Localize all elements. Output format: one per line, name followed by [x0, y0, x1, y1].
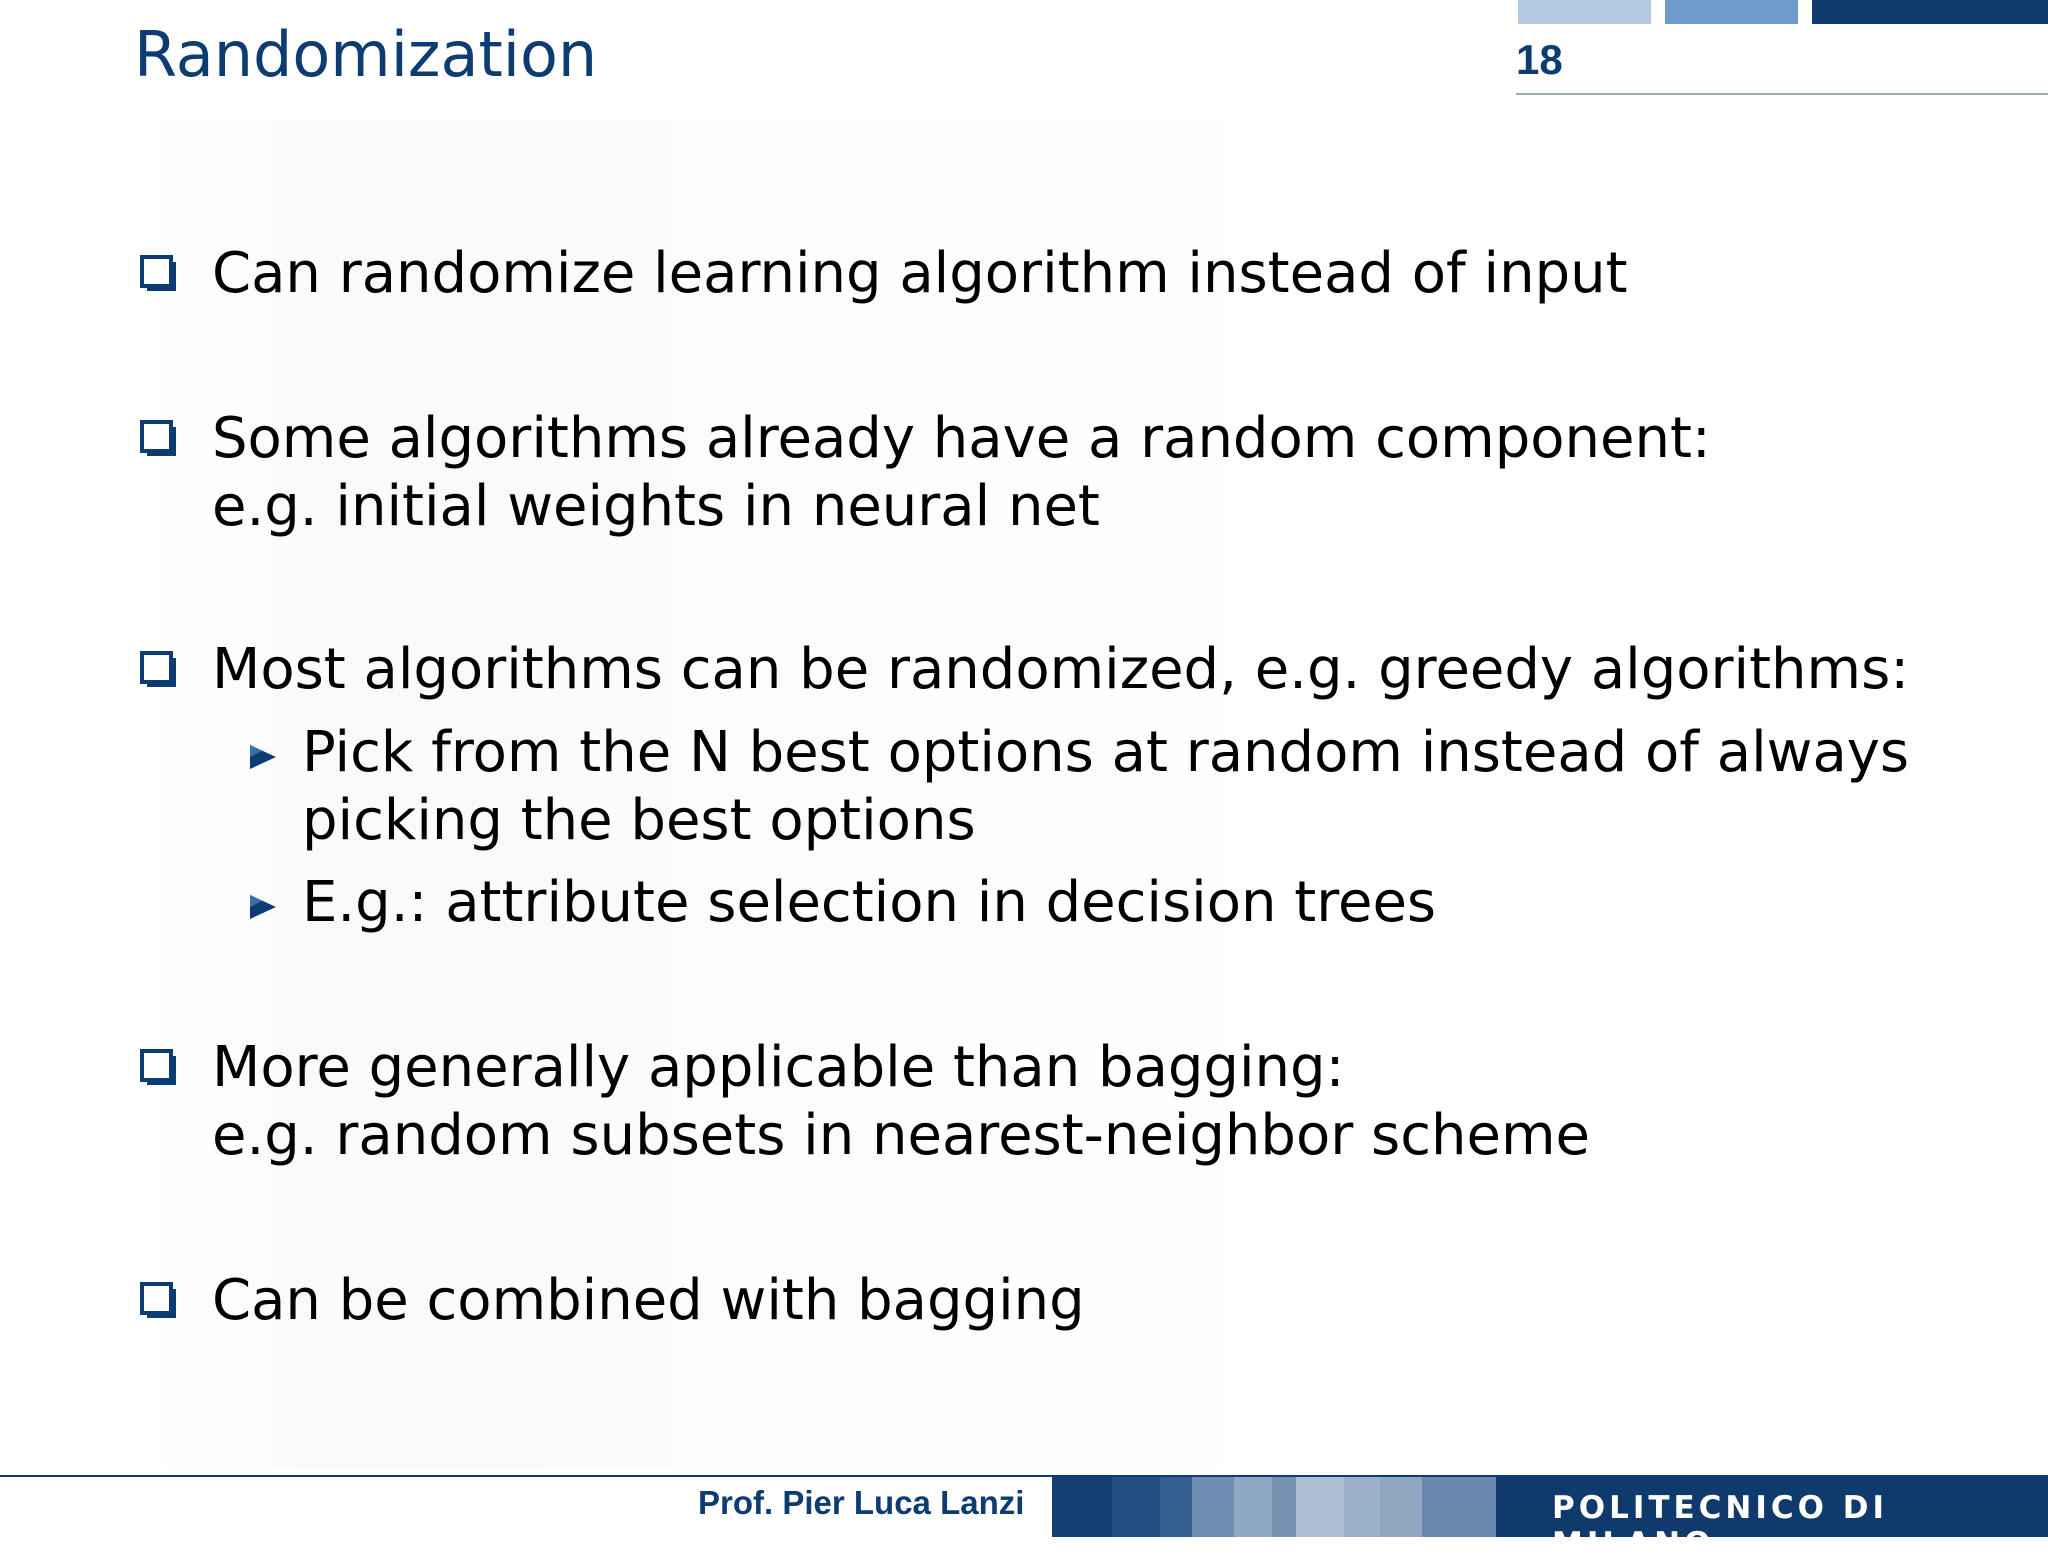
footer-gradient-block	[1234, 1477, 1272, 1537]
sub-bullet-text-continuation: picking the best options	[302, 788, 976, 853]
checkbox-square-icon	[140, 1049, 178, 1087]
footer-gradient-block	[1272, 1477, 1296, 1537]
checkbox-square-icon	[140, 651, 178, 689]
institution-name: POLITECNICO DI MILANO	[1552, 1490, 1889, 1562]
triangle-arrow-icon	[248, 892, 280, 922]
footer-gradient-block	[1422, 1477, 1496, 1537]
footer-gradient-block	[1160, 1477, 1192, 1537]
page-number: 18	[1516, 36, 1563, 83]
bullet-text: Can randomize learning algorithm instead of input	[212, 241, 1628, 306]
footer-gradient-block	[1296, 1477, 1344, 1537]
checkbox-square-icon	[140, 255, 178, 293]
bullet-text-continuation: e.g. initial weights in neural net	[212, 474, 1100, 539]
bullet-text: Some algorithms already have a random component:	[212, 406, 1711, 471]
footer-gradient-block	[1192, 1477, 1234, 1537]
bullet-text-continuation: e.g. random subsets in nearest-neighbor scheme	[212, 1103, 1590, 1168]
footer-author: Prof. Pier Luca Lanzi	[698, 1484, 1025, 1521]
footer-gradient-block	[1380, 1477, 1422, 1537]
bullet-text: Most algorithms can be randomized, e.g. greedy algorithms:	[212, 637, 1910, 702]
sub-bullet-text: Pick from the N best options at random instead of always	[302, 720, 1910, 785]
bullet-text: Can be combined with bagging	[212, 1268, 1085, 1333]
slide-title: Randomization	[134, 18, 598, 91]
footer-gradient-block	[1112, 1477, 1160, 1537]
footer-gradient-block	[1052, 1477, 1112, 1537]
checkbox-square-icon	[140, 420, 178, 458]
triangle-arrow-icon	[248, 742, 280, 772]
checkbox-square-icon	[140, 1282, 178, 1320]
footer-gradient-block	[1344, 1477, 1380, 1537]
bullet-text: More generally applicable than bagging:	[212, 1035, 1345, 1100]
sub-bullet-text: E.g.: attribute selection in decision trees	[302, 870, 1437, 935]
